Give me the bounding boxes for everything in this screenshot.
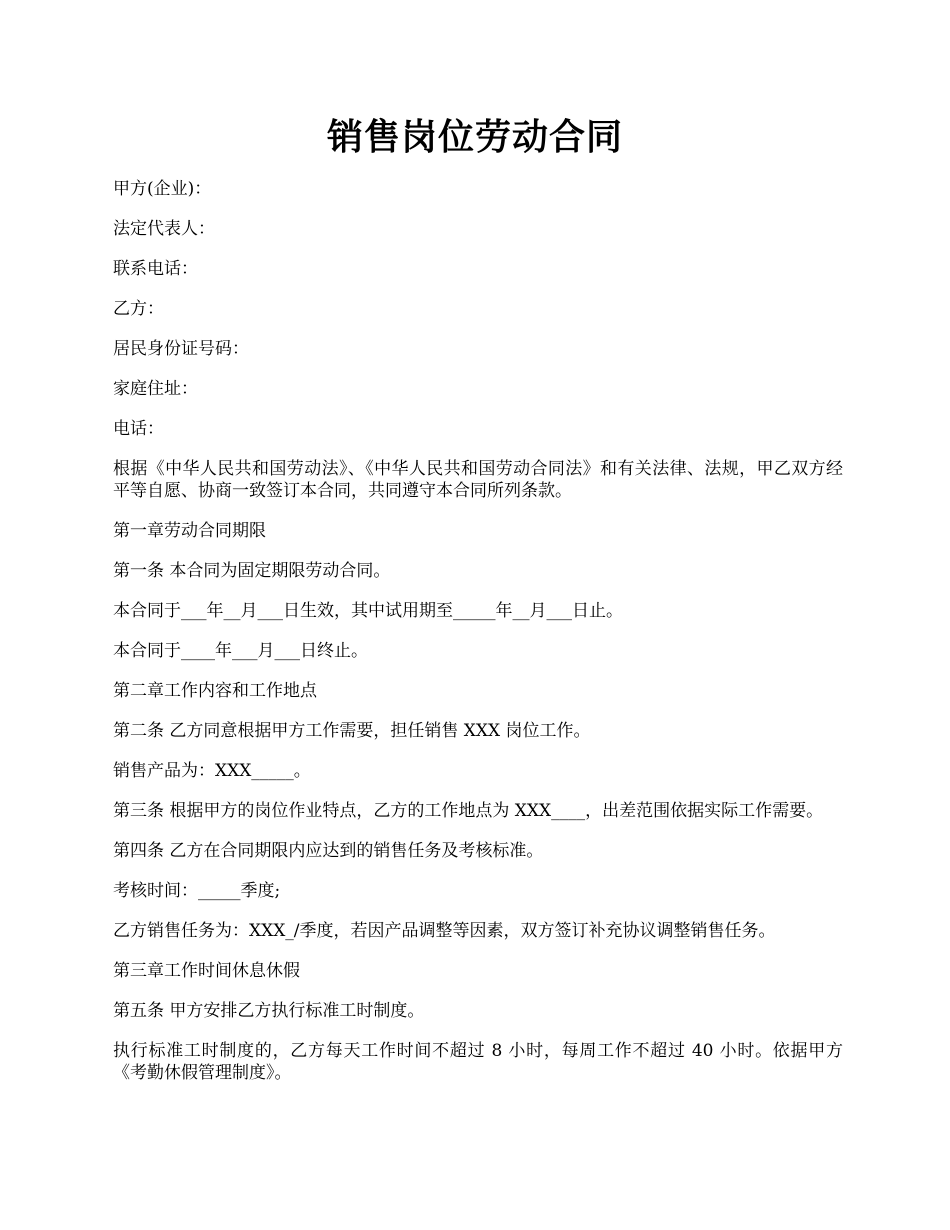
home-address-line: 家庭住址：	[113, 379, 198, 399]
sales-task-paragraph: 乙方销售任务为：XXX_/季度，若因产品调整等因素，双方签订补充协议调整销售任务。	[113, 921, 776, 941]
sales-product-paragraph: 销售产品为：XXX_____。	[113, 761, 311, 781]
party-b-line: 乙方：	[113, 299, 164, 319]
contract-end-paragraph: 本合同于____年___月___日终止。	[113, 641, 368, 661]
assessment-time-paragraph: 考核时间：_____季度;	[113, 881, 281, 901]
document-body	[113, 178, 843, 1102]
article-paragraph: 第四条 乙方在合同期限内应达到的销售任务及考核标准。	[113, 841, 544, 861]
chapter-heading: 第三章工作时间休息休假	[113, 961, 300, 981]
chapter-heading: 第二章工作内容和工作地点	[113, 681, 317, 701]
id-number-line: 居民身份证号码：	[113, 339, 249, 359]
contact-phone-line: 联系电话：	[113, 259, 198, 279]
preamble-paragraph: 根据《中华人民共和国劳动法》、《中华人民共和国劳动合同法》和有关法律、法规，甲乙双方经平等自愿、协商一致签订本合同，共同遵守本合同所列条款。	[113, 459, 843, 501]
working-hours-paragraph: 执行标准工时制度的，乙方每天工作时间不超过 8 小时，每周工作不超过 40 小时。依据甲方《考勤休假管理制度》。	[113, 1041, 843, 1083]
contract-term-paragraph: 本合同于___年__月___日生效，其中试用期至_____年__月___日止。	[113, 601, 623, 621]
article-paragraph: 第一条 本合同为固定期限劳动合同。	[113, 561, 391, 581]
phone-line: 电话：	[113, 419, 164, 439]
document-title: 销售岗位劳动合同	[326, 116, 623, 158]
article-paragraph: 第三条 根据甲方的岗位作业特点，乙方的工作地点为 XXX____，出差范围依据实际工作需要。	[113, 801, 824, 821]
party-a-line: 甲方(企业)：	[113, 179, 212, 199]
article-paragraph: 第二条 乙方同意根据甲方工作需要，担任销售 XXX 岗位工作。	[113, 721, 591, 741]
legal-representative-line: 法定代表人：	[113, 219, 215, 239]
chapter-heading: 第一章劳动合同期限	[113, 521, 266, 541]
article-paragraph: 第五条 甲方安排乙方执行标准工时制度。	[113, 1001, 425, 1021]
